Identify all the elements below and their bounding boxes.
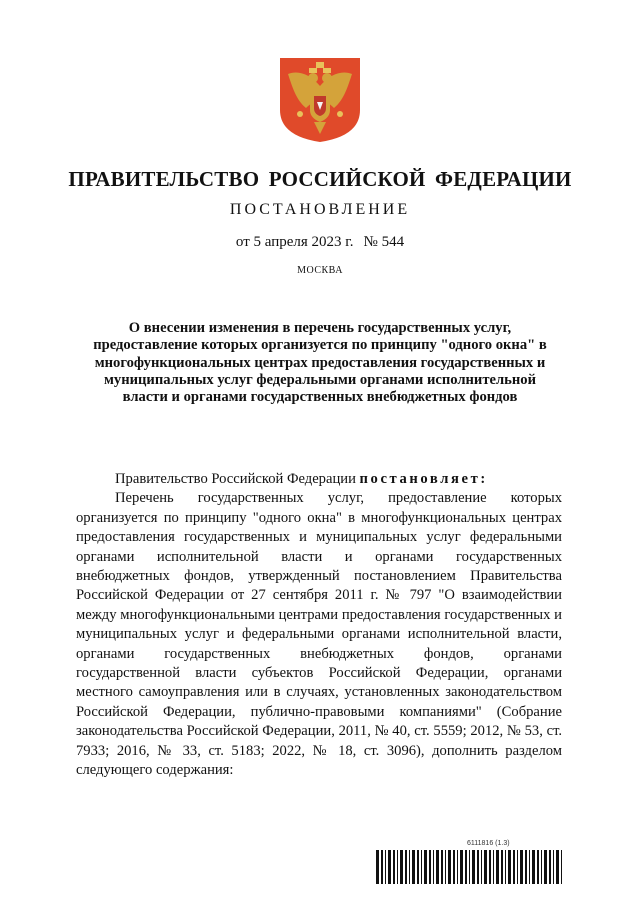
date-line	[0, 234, 640, 251]
document-number: № 544	[363, 234, 405, 250]
city: МОСКВА	[297, 265, 343, 276]
barcode-label: 6111816 (1.3)	[467, 840, 510, 847]
paragraph-intro: Правительство Российской Федерации	[115, 471, 360, 487]
paragraph-resolves	[76, 470, 562, 489]
document-body	[76, 470, 562, 781]
barcode-icon	[376, 850, 562, 884]
government-title: ПРАВИТЕЛЬСТВО РОССИЙСКОЙ ФЕДЕРАЦИИ	[68, 167, 572, 191]
document-subject: О внесении изменения в перечень государственных услуг, предоставление которых организуется по принципу "одного окна" в многофункциональных центрах предоставления государственных и муниципальных услуг федеральными органами исполнительной власти и органами государственных внебюджетных фондов	[93, 320, 547, 406]
paragraph-main: Перечень государственных услуг, предоставление которых организуется по принципу "одного окна" в многофункциональных центрах предоставления государственных и муниципальных услуг федеральными органами исполнительной власти и органами государственных внебюджетных фондов, утвержденный постановлением Правительства Российской Федерации от 27 сентября 2011 г. № 797 "О взаимодействии между многофункциональными центрами предоставления государственных и муниципальных услуг и федеральными органами исполнительной власти, органами государственных внебюджетных фондов, органами государственной власти субъектов Российской Федерации, органами местного самоуправления или в случаях, установленных законодательством Российской Федерации, публично-правовыми компаниями" (Собрание законодательства Российской Федерации, 2011, № 40, ст. 5559; 2012, № 53, ст. 7933; 2016, № 33, ст. 5183; 2022, № 18, ст. 3096), дополнить разделом следующего содержания:	[76, 490, 562, 779]
resolves-word: постановляет:	[359, 471, 488, 487]
document-date: от 5 апреля 2023 г.	[235, 234, 354, 250]
coat-of-arms-icon	[276, 56, 364, 144]
document-type: ПОСТАНОВЛЕНИЕ	[229, 201, 411, 218]
